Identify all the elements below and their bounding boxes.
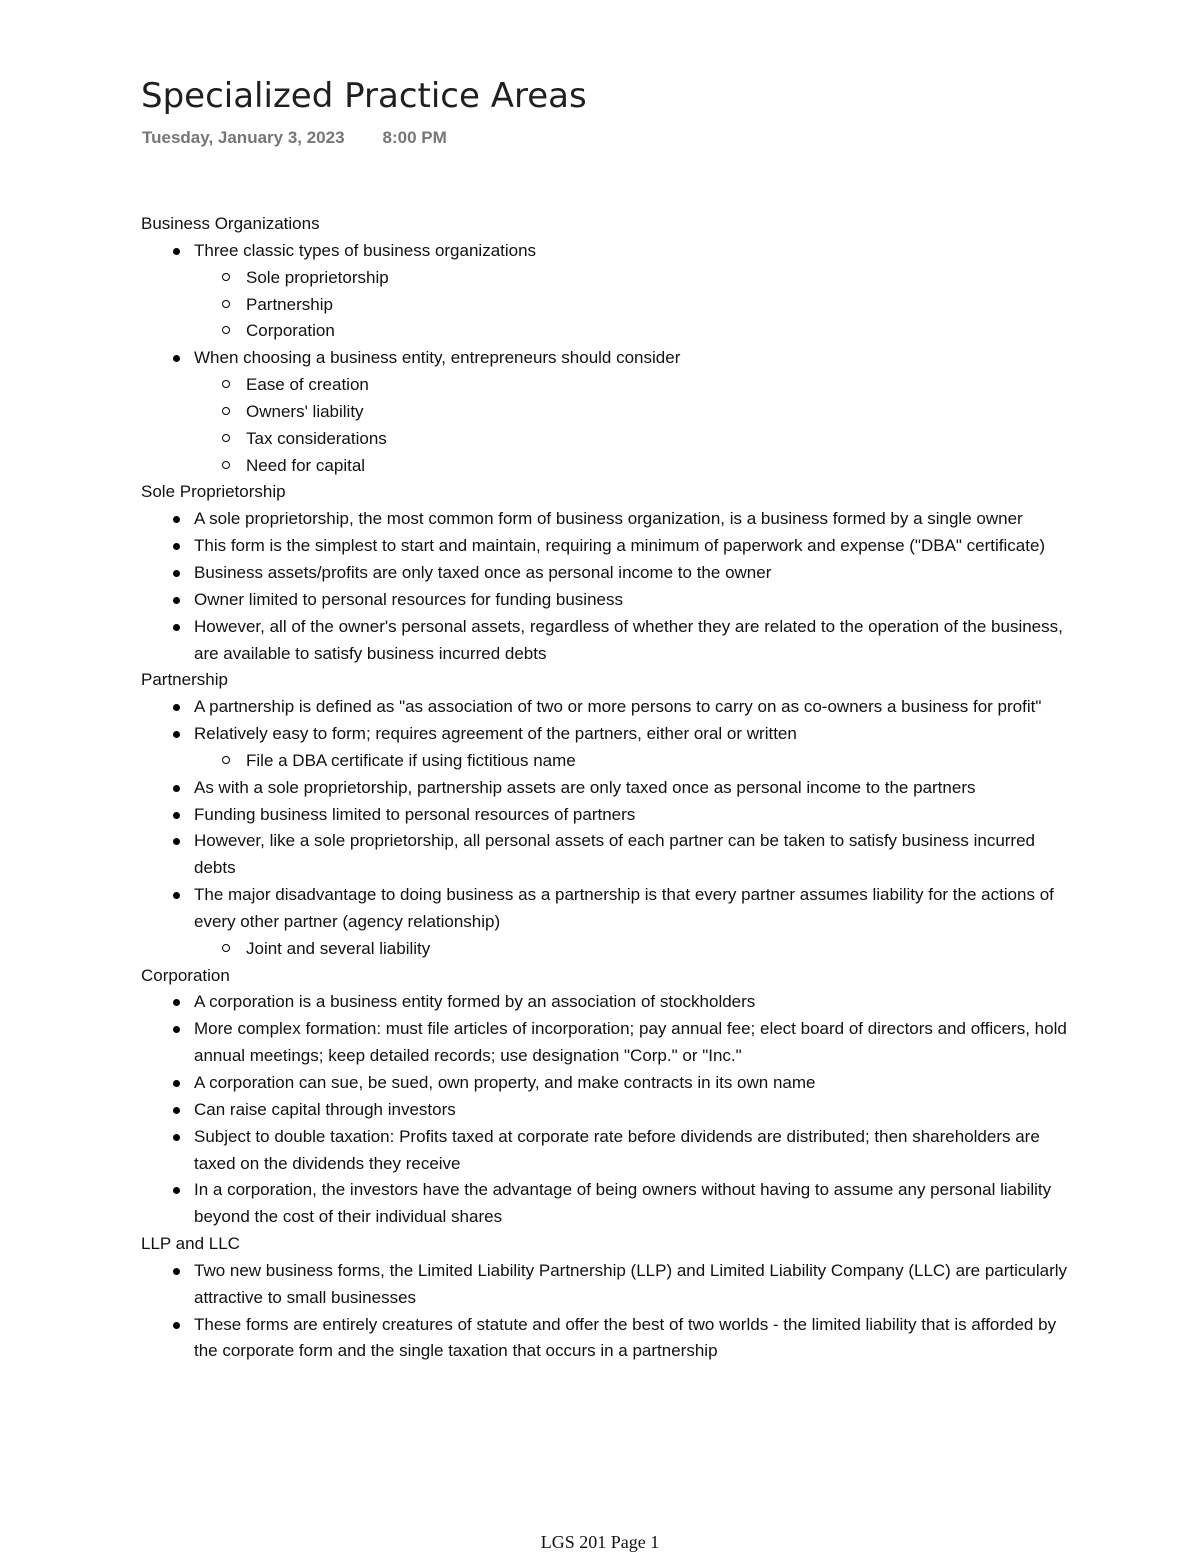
bullet-icon [173,516,180,523]
list-item-text: Business assets/profits are only taxed once as personal income to the owner [194,562,772,582]
sub-list-item-text: Partnership [246,294,333,314]
list-item [194,989,1071,1016]
bullet-icon [173,999,180,1006]
bullet-icon [173,838,180,845]
list-item [194,721,1071,775]
note-body [141,211,1071,1365]
list-item [194,828,1071,882]
note-date: Tuesday, January 3, 2023 [142,128,345,147]
bullet-list [194,1258,1071,1365]
sub-list-item [246,426,1071,453]
list-item-text: Funding business limited to personal resources of partners [194,804,636,824]
list-item-text: These forms are entirely creatures of statute and offer the best of two worlds - the limited liability that is afforded by the corporate form and the single taxation that occurs in a partnership [194,1314,1057,1361]
hollow-bullet-icon [222,380,230,388]
bullet-list [194,506,1071,667]
note-timestamp [142,126,447,150]
section-heading: Partnership [141,670,228,690]
sub-list-item [246,453,1071,480]
hollow-bullet-icon [222,300,230,308]
section-heading: LLP and LLC [141,1234,240,1254]
list-item [194,802,1071,829]
list-item [194,1258,1071,1312]
sub-list-item-text: Owners' liability [246,401,364,421]
bullet-icon [173,1187,180,1194]
bullet-icon [173,1026,180,1033]
sub-list-item-text: File a DBA certificate if using fictitious name [246,750,576,770]
list-item [194,694,1071,721]
sub-list [246,748,1071,775]
sub-list-item-text: Need for capital [246,455,366,475]
sub-list-item [246,936,1071,963]
hollow-bullet-icon [222,461,230,469]
list-item-text: Subject to double taxation: Profits taxed at corporate rate before dividends are distributed; then shareholders are taxed on the dividends they receive [194,1126,1040,1173]
section-heading: Corporation [141,965,230,985]
list-item [194,587,1071,614]
list-item [194,560,1071,587]
list-item [194,614,1071,668]
list-item-text: Can raise capital through investors [194,1099,456,1119]
sub-list-item-text: Ease of creation [246,375,369,395]
list-item-text: A corporation can sue, be sued, own property, and make contracts in its own name [194,1073,816,1092]
list-item-text: In a corporation, the investors have the advantage of being owners without having to assume any personal liability beyond the cost of their individual shares [194,1180,1052,1227]
bullet-icon [173,597,180,604]
list-item [194,1016,1071,1070]
list-item [194,1124,1071,1178]
sub-list-item-text: Joint and several liability [246,938,431,958]
list-item-text: A corporation is a business entity formed by an association of stockholders [194,992,756,1012]
sub-list [246,936,1071,963]
sub-list-item [246,399,1071,426]
bullet-icon [173,731,180,738]
page-footer: LGS 201 Page 1 [540,1532,660,1552]
list-item-text: The major disadvantage to doing business as a partnership is that every partner assumes liability for the actions of every other partner (agency relationship) [194,885,1054,931]
bullet-list [194,238,1071,480]
sub-list-item [246,372,1071,399]
list-item [194,533,1071,560]
list-item [194,506,1071,533]
list-item-text: Three classic types of business organizations [194,240,537,260]
list-item-text: As with a sole proprietorship, partnership assets are only taxed once as personal income to the partners [194,777,976,797]
bullet-icon [173,355,180,362]
sub-list-item [246,318,1071,345]
bullet-icon [173,1080,180,1087]
list-item-text: Relatively easy to form; requires agreement of the partners, either oral or written [194,724,797,744]
list-item-text: A sole proprietorship, the most common form of business organization, is a business formed by a single owner [194,509,1023,529]
bullet-icon [173,1322,180,1329]
hollow-bullet-icon [222,944,230,952]
sub-list-item [246,748,1071,775]
list-item [194,238,1071,345]
bullet-icon [173,1134,180,1141]
bullet-icon [173,248,180,255]
list-item [194,1177,1071,1231]
page-title: Specialized Practice Areas [141,76,587,116]
list-item [194,1097,1071,1124]
list-item-text: However, like a sole proprietorship, all personal assets of each partner can be taken to satisfy business incurred debts [194,831,1036,878]
sub-list-item [246,265,1071,292]
bullet-icon [173,812,180,819]
list-item-text: When choosing a business entity, entrepreneurs should consider [194,348,681,368]
hollow-bullet-icon [222,273,230,281]
list-item-text: A partnership is defined as "as association of two or more persons to carry on as co-owners a business for profit" [194,697,1042,717]
hollow-bullet-icon [222,326,230,334]
bullet-icon [173,704,180,711]
sub-list-item [246,292,1071,319]
list-item-text: More complex formation: must file articles of incorporation; pay annual fee; elect board of directors and officers, hold annual meetings; keep detailed records; use designation "Corp." or "Inc." [194,1019,1067,1066]
bullet-icon [173,1107,180,1114]
hollow-bullet-icon [222,407,230,415]
sub-list-item-text: Tax considerations [246,428,387,448]
list-item [194,1070,1071,1097]
bullet-icon [173,785,180,792]
hollow-bullet-icon [222,756,230,764]
bullet-list [194,989,1071,1231]
section-heading: Sole Proprietorship [141,482,286,502]
list-item [194,775,1071,802]
sub-list-item-text: Corporation [246,321,335,341]
section-heading: Business Organizations [141,214,320,233]
bullet-icon [173,892,180,899]
list-item-text: However, all of the owner's personal assets, regardless of whether they are related to the operation of the business, are available to satisfy business incurred debts [194,616,1063,663]
bullet-icon [173,1268,180,1275]
sub-list-item-text: Sole proprietorship [246,267,389,287]
list-item [194,882,1071,963]
sub-list [246,372,1071,479]
bullet-icon [173,543,180,550]
list-item-text: Owner limited to personal resources for funding business [194,589,623,609]
hollow-bullet-icon [222,434,230,442]
list-item-text: Two new business forms, the Limited Liability Partnership (LLP) and Limited Liability Company (LLC) are particularly attractive to small businesses [194,1260,1068,1307]
list-item [194,345,1071,479]
bullet-list [194,694,1071,962]
note-time: 8:00 PM [382,128,447,147]
sub-list [246,265,1071,346]
list-item [194,1312,1071,1366]
bullet-icon [173,570,180,577]
list-item-text: This form is the simplest to start and maintain, requiring a minimum of paperwork and expense ("DBA" certificate) [194,536,1046,556]
bullet-icon [173,624,180,631]
